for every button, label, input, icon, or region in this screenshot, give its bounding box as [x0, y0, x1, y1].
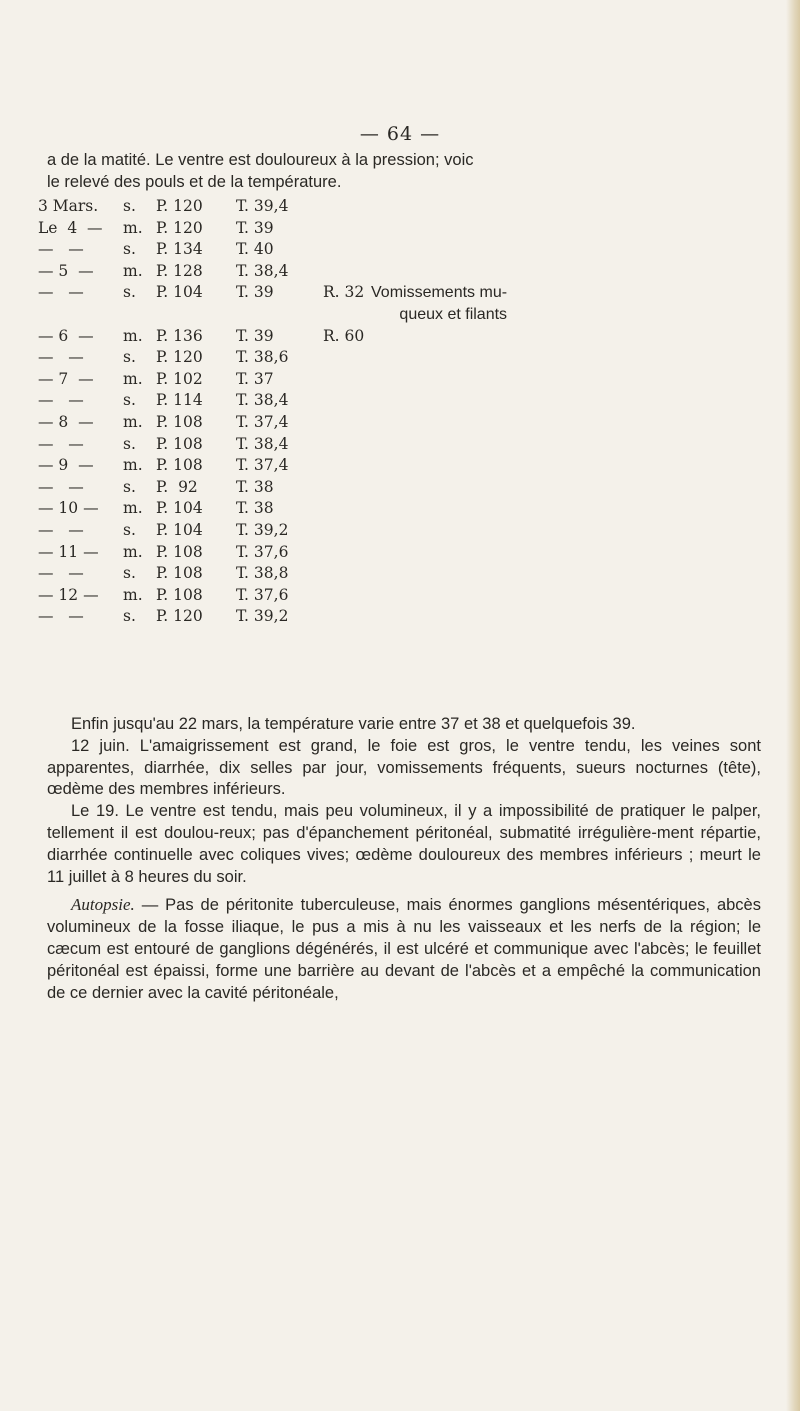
- reading-row: [38, 585, 507, 607]
- reading-day: — 8 —: [38, 412, 94, 431]
- reading-temperature: T. 37,4: [236, 456, 289, 475]
- intro-line-1: a de la matité. Le ventre est douloureux à la pression; voic: [47, 151, 474, 169]
- reading-note: [371, 239, 507, 261]
- reading-respiration: [323, 347, 371, 369]
- reading-row: [38, 520, 507, 542]
- intro-text: [47, 150, 761, 193]
- reading-day: — 11 —: [38, 542, 99, 561]
- paragraph-autopsie: [47, 894, 761, 1004]
- paragraph-12-juin: 12 juin. L'amaigrissement est grand, le foie est gros, le ventre tendu, les veines sont apparentes, diarrhée, dix selles par jour, vomissements fréquents, sueurs nocturnes (tête), œdème des membres inférieurs.: [47, 736, 761, 799]
- reading-note-continuation: queux et filants: [399, 305, 508, 323]
- reading-respiration: R. 32: [323, 283, 365, 302]
- reading-note: [371, 196, 507, 218]
- reading-day: — —: [38, 607, 84, 626]
- reading-period: s.: [123, 391, 136, 410]
- reading-respiration: [323, 498, 371, 520]
- reading-temperature: T. 40: [236, 240, 274, 259]
- reading-period: s.: [123, 348, 136, 367]
- reading-pulse: P. 102: [156, 369, 203, 388]
- reading-period: s.: [123, 197, 136, 215]
- reading-day: — —: [38, 348, 84, 367]
- reading-period: s.: [123, 283, 136, 302]
- reading-note: [371, 542, 507, 564]
- reading-note: [371, 606, 507, 628]
- reading-note: [371, 347, 507, 369]
- reading-temperature: T. 39,2: [236, 607, 289, 626]
- reading-pulse: P. 108: [156, 585, 203, 604]
- reading-temperature: T. 38: [236, 477, 274, 496]
- reading-respiration: [323, 239, 371, 261]
- reading-temperature: T. 37,6: [236, 542, 289, 561]
- reading-pulse: P. 104: [156, 520, 203, 539]
- reading-day: — —: [38, 283, 84, 302]
- reading-respiration: R. 60: [323, 326, 365, 345]
- reading-pulse: P. 134: [156, 240, 203, 259]
- reading-note: [371, 390, 507, 412]
- reading-respiration: [323, 390, 371, 412]
- reading-temperature: T. 39: [236, 283, 274, 302]
- reading-row: [38, 369, 507, 391]
- reading-temperature: T. 38,8: [236, 564, 289, 583]
- reading-day: — —: [38, 564, 84, 583]
- reading-period: m.: [123, 218, 143, 237]
- reading-row: [38, 326, 507, 348]
- reading-period: m.: [123, 261, 143, 280]
- reading-temperature: T. 39,2: [236, 520, 289, 539]
- reading-note: [371, 218, 507, 240]
- reading-temperature: T. 38,6: [236, 348, 289, 367]
- reading-pulse: P. 120: [156, 218, 203, 237]
- reading-respiration: [323, 261, 371, 283]
- reading-row: [38, 542, 507, 564]
- reading-respiration: [323, 434, 371, 456]
- reading-note: [371, 498, 507, 520]
- reading-day: Le 4 —: [38, 218, 103, 237]
- reading-pulse: P. 136: [156, 326, 203, 345]
- reading-temperature: T. 38,4: [236, 261, 289, 280]
- reading-temperature: T. 37,4: [236, 412, 289, 431]
- reading-respiration: [323, 218, 371, 240]
- body-text: [47, 714, 761, 1004]
- reading-row: [38, 563, 507, 585]
- reading-day: — —: [38, 240, 84, 259]
- reading-respiration: [323, 585, 371, 607]
- reading-note: Vomissements mu-: [371, 284, 508, 302]
- reading-pulse: P. 120: [156, 348, 203, 367]
- reading-note: [371, 412, 507, 434]
- reading-day: — 10 —: [38, 499, 99, 518]
- reading-note-continuation-row: [38, 304, 507, 326]
- reading-note: [371, 369, 507, 391]
- reading-row: [38, 498, 507, 520]
- reading-row: [38, 347, 507, 369]
- reading-period: m.: [123, 369, 143, 388]
- autopsie-text: — Pas de péritonite tuberculeuse, mais énormes ganglions mésentériques, abcès volumineux de la fosse iliaque, le pus a mis à nu les vaisseaux et les nerfs de la région; le cæcum est entouré de ganglions dégénérés, il est ulcéré et communique avec l'abcès; le feuillet péritonéal est épaissi, forme une barrière au devant de l'abcès et a empêché la communication de ce dernier avec la cavité péritonéale,: [47, 896, 761, 1002]
- reading-temperature: T. 37: [236, 369, 274, 388]
- reading-respiration: [323, 412, 371, 434]
- paragraph-le-19: Le 19. Le ventre est tendu, mais peu volumineux, il y a impossibilité de pratiquer le palper, tellement il est doulou-reux; pas d'épanchement péritonéal, submatité irrégulière-ment répartie, diarrhée continuelle avec coliques vives; œdème douloureux des membres inférieurs ; meurt le 11 juillet à 8 heures du soir.: [47, 802, 761, 886]
- reading-day: — 12 —: [38, 585, 99, 604]
- reading-pulse: P. 120: [156, 607, 203, 626]
- reading-day: — 6 —: [38, 326, 94, 345]
- reading-row: [38, 455, 507, 477]
- page-edge: [786, 0, 800, 1411]
- reading-pulse: P. 114: [156, 391, 203, 410]
- reading-temperature: T. 38,4: [236, 434, 289, 453]
- reading-note: [371, 477, 507, 499]
- reading-period: m.: [123, 326, 143, 345]
- reading-pulse: P. 108: [156, 542, 203, 561]
- reading-pulse: P. 108: [156, 412, 203, 431]
- reading-row: [38, 434, 507, 456]
- reading-respiration: [323, 369, 371, 391]
- reading-period: m.: [123, 585, 143, 604]
- reading-day: 3 Mars.: [38, 197, 99, 215]
- reading-pulse: P. 108: [156, 564, 203, 583]
- reading-day: — 5 —: [38, 261, 94, 280]
- reading-row: [38, 261, 507, 283]
- reading-note: [371, 326, 507, 348]
- reading-respiration: [323, 477, 371, 499]
- page-number: — 64 —: [359, 123, 441, 145]
- reading-day: — 7 —: [38, 369, 94, 388]
- reading-period: m.: [123, 499, 143, 518]
- reading-day: — —: [38, 434, 84, 453]
- reading-period: m.: [123, 412, 143, 431]
- reading-note: [371, 455, 507, 477]
- reading-respiration: [323, 455, 371, 477]
- reading-day: — —: [38, 391, 84, 410]
- reading-row: [38, 218, 507, 240]
- reading-day: — —: [38, 477, 84, 496]
- reading-temperature: T. 39: [236, 218, 274, 237]
- reading-pulse: P. 108: [156, 456, 203, 475]
- pulse-temperature-table: [38, 196, 507, 628]
- reading-pulse: P. 128: [156, 261, 203, 280]
- reading-temperature: T. 39,4: [236, 197, 289, 215]
- reading-temperature: T. 39: [236, 326, 274, 345]
- reading-period: s.: [123, 240, 136, 259]
- reading-row: [38, 196, 507, 218]
- reading-note: [371, 434, 507, 456]
- reading-row: [38, 282, 507, 304]
- reading-pulse: P. 104: [156, 283, 203, 302]
- reading-respiration: [323, 563, 371, 585]
- autopsie-label: Autopsie.: [71, 895, 135, 915]
- reading-row: [38, 412, 507, 434]
- reading-note: [371, 585, 507, 607]
- reading-note: [371, 261, 507, 283]
- reading-row: [38, 390, 507, 412]
- reading-period: s.: [123, 434, 136, 453]
- reading-note: [371, 520, 507, 542]
- reading-day: — 9 —: [38, 456, 94, 475]
- reading-row: [38, 606, 507, 628]
- reading-period: s.: [123, 477, 136, 496]
- reading-pulse: P. 108: [156, 434, 203, 453]
- reading-period: s.: [123, 520, 136, 539]
- reading-pulse: P. 120: [156, 197, 203, 215]
- reading-temperature: T. 38,4: [236, 391, 289, 410]
- reading-row: [38, 239, 507, 261]
- paragraph-enfin: Enfin jusqu'au 22 mars, la température varie entre 37 et 38 et quelquefois 39.: [71, 715, 636, 733]
- reading-respiration: [323, 196, 371, 218]
- reading-pulse: P. 104: [156, 499, 203, 518]
- reading-period: s.: [123, 607, 136, 626]
- intro-line-2: le relevé des pouls et de la température.: [47, 172, 342, 191]
- reading-period: m.: [123, 456, 143, 475]
- reading-respiration: [323, 520, 371, 542]
- reading-pulse: P. 92: [156, 477, 198, 496]
- reading-day: — —: [38, 520, 84, 539]
- reading-respiration: [323, 606, 371, 628]
- reading-row: [38, 477, 507, 499]
- reading-period: s.: [123, 564, 136, 583]
- reading-temperature: T. 38: [236, 499, 274, 518]
- reading-temperature: T. 37,6: [236, 585, 289, 604]
- reading-note: [371, 563, 507, 585]
- reading-period: m.: [123, 542, 143, 561]
- reading-respiration: [323, 542, 371, 564]
